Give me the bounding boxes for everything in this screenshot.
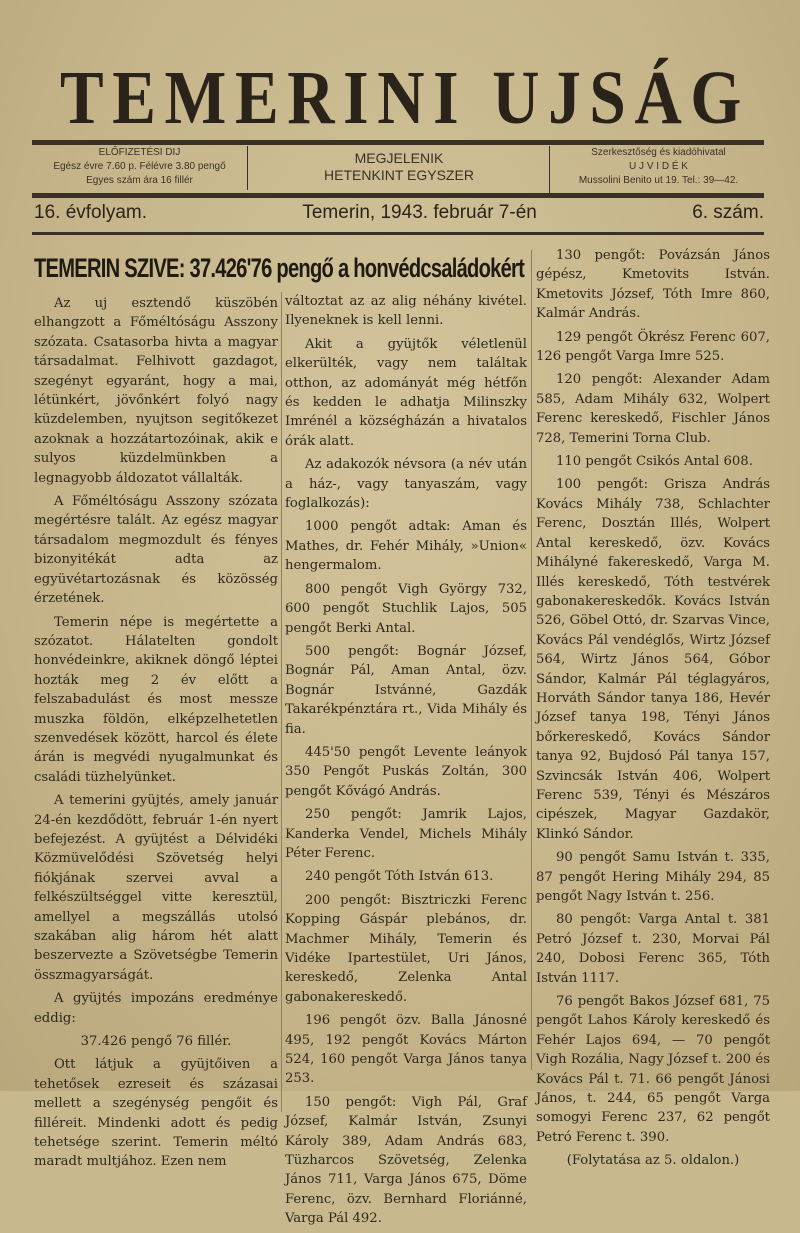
- donor-entry: 150 pengőt: Vigh Pál, Graf József, Kalmár István, Zsunyi Károly 389, Adam András 683, Tüzharcos Szövetség, Zelenka János 711, Varga János 675, Döme Ferenc, özv. Bernhard Floriánné, Varga Pál 492.: [285, 1094, 527, 1227]
- donor-entry: 130 pengőt: Povázsán János gépész, Kmetovits István. Kmetovits József, Tóth Imre 860, Kalmár András.: [536, 248, 770, 322]
- article-headline: TEMERIN SZIVE: 37.426'76 pengő a honvédcsaládokért: [34, 253, 525, 283]
- total-amount: 37.426 pengő 76 fillér.: [80, 1034, 232, 1050]
- article-column-right: [536, 246, 770, 1175]
- article-column-middle: [285, 292, 527, 1233]
- paragraph: A temerini gyüjtés, amely január 24-én kezdődött, február 1-én nyert befejezést. A gyüjtést a Délvidéki Közmüvelődési Szövetség helyi fiókjának szervei avval a felkészültséggel vitte keresztül, amellyel a megszállás utolsó szakában alig három hét alatt beszervezte a Szövetségbe Temerin összmagyarságát.: [34, 793, 278, 983]
- subscription-info: [32, 146, 248, 190]
- issue-date: Temerin, 1943. február 7-én: [302, 202, 537, 223]
- paragraph: A gyüjtés impozáns eredménye eddig:: [34, 991, 278, 1026]
- office-info: [551, 146, 766, 190]
- masthead-title: TEMERINI UJSÁG: [60, 56, 750, 140]
- frequency-line: MEGJELENIK: [354, 150, 444, 166]
- donor-entry: 800 pengőt Vigh György 732, 600 pengőt Stuchlik Lajos, 505 pengőt Berki Antal.: [285, 581, 527, 636]
- article-headline-box: [34, 252, 524, 286]
- donor-entry: 129 pengőt Ökrész Ferenc 607, 126 pengőt Varga Imre 525.: [536, 329, 770, 365]
- donor-entry: 90 pengőt Samu István t. 335, 87 pengőt Hering Mihály 294, 85 pengőt Nagy István t. 256.: [536, 850, 770, 904]
- office-city: U J V I D É K: [629, 161, 688, 172]
- divider: [32, 232, 764, 235]
- donor-entry: 80 pengőt: Varga Antal t. 381 Petró József t. 230, Morvai Pál 240, Dobosi Ferenc 365, Tóth István 1117.: [536, 912, 770, 986]
- donor-entry: 110 pengőt Csikós Antal 608.: [556, 454, 753, 470]
- donor-entry: 445'50 pengőt Levente leányok 350 Pengőt Puskás Zoltán, 300 pengőt Kővágó András.: [285, 744, 527, 799]
- frequency-info: [249, 146, 550, 194]
- donor-entry: 1000 pengőt adtak: Aman és Mathes, dr. Fehér Mihály, »Union« hengermalom.: [285, 519, 527, 574]
- dateline: [34, 202, 764, 224]
- donor-entry: 500 pengőt: Bognár József, Bognár Pál, Aman Antal, özv. Bognár Istvánné, Gazdák Takarékpénztára rt., Vida Mihály és fia.: [285, 643, 527, 737]
- office-address: Mussolini Benito ut 19. Tel.: 39—42.: [578, 175, 739, 186]
- donor-entry: 200 pengőt: Bisztriczki Ferenc Kopping Gáspár plebános, dr. Machmer Mihály, Temerin és Vidéke Ipartestület, Uri János, kereskedő, Zelenka Antal gabonakereskedő.: [285, 892, 527, 1005]
- paragraph: Az uj esztendő küszöbén elhangzott a Főméltóságu Asszony szózata. Csatasorba hivta a magyar társadalmat. Felhivott gazdagot, szegényt egyaránt, hogy a mai, létünkért, jövőnkért folyó nagy küzdelemben, nyujtson segitőkezet azoknak a hozzátartozóinak, akik e sulyos küzdelmünkben a legnagyobb áldozatot vállalták.: [34, 296, 278, 486]
- paragraph: Akit a gyüjtők véletlenül elkerülték, vagy nem találtak otthon, az adományát még hétfőn és kedden le adhatja Milinszky Imrénél a községházán a hivatalos órák alatt.: [285, 336, 527, 449]
- donor-entry: 100 pengőt: Grisza András Kovács Mihály 738, Schlachter Ferenc, Dosztán Illés, Wolpert Antal kereskedő, özv. Kovács Mihályné fakereskedő, Varga M. Illés kereskedő, Tóth testvérek gabonakereskedők. Kovács István 526, Göbel Ottó, dr. Szarvas Vince, Kovács Pál vendéglős, Wirtz József 564, Wirtz János 564, Góbor Sándor, Kalmár Pál téglagyáros, Horváth Sándor tanya 186, Hevér József tanya 198, Tényi János bőrkereskedő, Kovács Sándor tanya 92, Bujdosó Pál tanya 157, Szvincsák István 406, Wolpert Ferenc 539, Tényi és Mészáros cipészek, Magyar Gazdakör, Klinkó Sándor.: [536, 477, 770, 842]
- donor-entry: 76 pengőt Bakos József 681, 75 pengőt Lahos Károly kereskedő és Fehér Lajos 694, — 70 pengőt Vigh Rozália, Nagy József t. 200 és Kovács Pál t. 71. 66 pengőt Jánosi János, t. 244, 65 pengőt Varga somogyi Ferenc 237, 62 pengőt Petró Ferenc t. 390.: [536, 994, 770, 1145]
- continuation-note: (Folytatása az 5. oldalon.): [566, 1153, 740, 1169]
- single-issue-price: Egyes szám ára 16 fillér: [86, 175, 193, 186]
- paragraph: Ott látjuk a gyüjtőiven a tehetősek ezreseit és százasai mellett a szegénység pengőit és filléreit. Mindenki adott és pedig tehetsége szerint. Temerin méltó maradt multjához. Ezen nem: [34, 1057, 278, 1170]
- frequency-line: HETENKINT EGYSZER: [324, 167, 474, 183]
- paragraph: változtat az az alig néhány kivétel. Ilyeneknek is kell lenni.: [285, 294, 527, 329]
- donor-entry: 250 pengőt: Jamrik Lajos, Kanderka Vendel, Michels Mihály Péter Ferenc.: [285, 807, 527, 861]
- issue-number: 6. szám.: [692, 202, 764, 223]
- masthead: [60, 58, 750, 138]
- article-column-left: [34, 294, 278, 1176]
- volume-number: 16. évfolyam.: [34, 202, 147, 223]
- subscription-title: ELŐFIZETÉSI DIJ: [98, 147, 181, 158]
- donor-entry: 240 pengőt Tóth István 613.: [305, 869, 494, 885]
- donor-entry: 120 pengőt: Alexander Adam 585, Adam Mihály 632, Wolpert Ferenc kereskedő, Fischler János 728, Temerini Torna Club.: [536, 372, 770, 446]
- divider: [32, 193, 764, 198]
- column-divider: [281, 292, 282, 1112]
- subscription-prices: Egész évre 7.60 p. Félévre 3.80 pengő: [53, 161, 226, 172]
- divider: [32, 140, 764, 145]
- column-divider: [531, 250, 532, 1070]
- paragraph: Az adakozók névsora (a név után a ház-, vagy tanyaszám, vagy foglalkozás):: [285, 457, 527, 512]
- office-title: Szerkesztőség és kiadóhivatal: [591, 147, 726, 158]
- paragraph: Temerin népe is megértette a szózatot. Hálatelten gondolt honvédeinkre, akiknek döngő léptei hozták meg 2 év előtt a felszabadulást és most messze muszka földön, elképzelhetetlen szenvedések között, harcol és élete árán is megvédi nyugalmunkat és családi tüzhelyünket.: [34, 614, 278, 785]
- paragraph: A Főméltóságu Asszony szózata megértésre talált. Az egész magyar társadalom megmozdult és fényes bizonyitékát adta az együvétartozásnak és közösség érzetének.: [34, 494, 278, 607]
- donor-entry: 196 pengőt özv. Balla Jánosné 495, 192 pengőt Kovács Márton 524, 160 pengőt Varga János tanya 253.: [285, 1013, 527, 1087]
